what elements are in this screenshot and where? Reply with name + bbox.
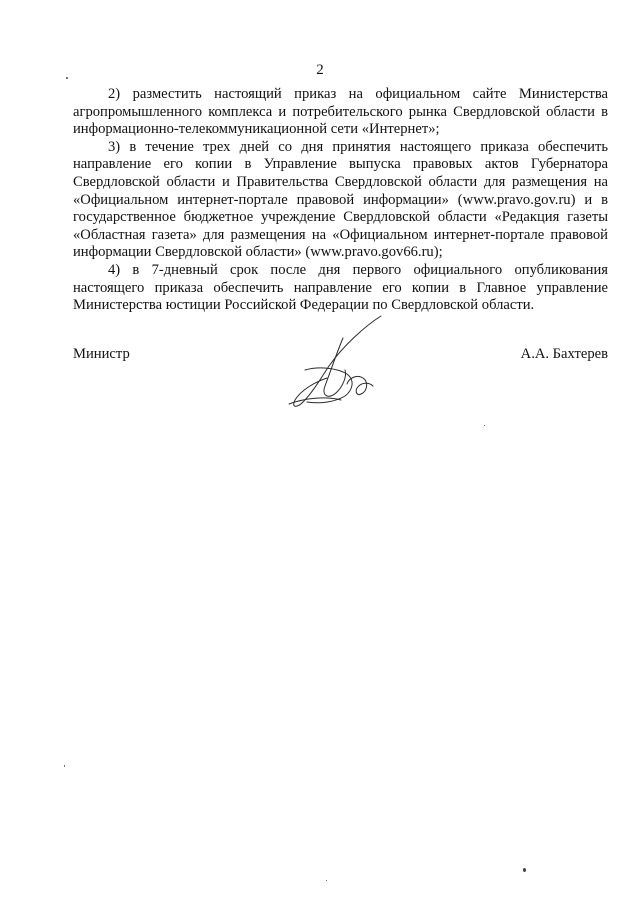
signature-stroke xyxy=(347,376,373,394)
handwritten-signature xyxy=(285,312,385,412)
paragraph-item-2: 2) разместить настоящий приказ на официальном сайте Министерства агропромышленного комплекса и потребительского рынка Свердловской области в информационно-телекоммуникационной сети «Интернет»; xyxy=(73,86,608,138)
paragraph-item-4: 4) в 7-дневный срок после дня первого официального опубликования настоящего приказа обеспечить направление его копии в Главное управление Министерства юстиции Российской Федерации по Свердловской области. xyxy=(73,261,608,314)
paragraph-item-3: 3) в течение трех дней со дня принятия настоящего приказа обеспечить направление его копии в Управление выпуска правовых актов Губернатора Свердловской области и Правительства Свердловской области для размещения на «Официальном интернет-портале правовой информации» (www.pravo.gov.ru) и в государственное бюджетное учреждение Свердловской области «Редакция газеты «Областная газета» для размещения на «Официальном интернет-портале правовой информации Свердловской области» (www.pravo.gov66.ru); xyxy=(73,138,608,261)
signature-stroke xyxy=(305,368,352,403)
signatory-title: Министр xyxy=(73,346,130,362)
signature-stroke xyxy=(324,338,346,396)
scan-speck xyxy=(66,77,68,79)
page-number: 2 xyxy=(316,62,324,78)
document-body xyxy=(73,86,608,315)
scan-speck xyxy=(523,868,526,872)
scan-speck xyxy=(484,425,485,426)
signature-stroke xyxy=(294,316,381,406)
scan-speck xyxy=(64,765,65,767)
signatory-name: А.А. Бахтерев xyxy=(520,346,608,362)
scan-speck xyxy=(326,880,327,881)
